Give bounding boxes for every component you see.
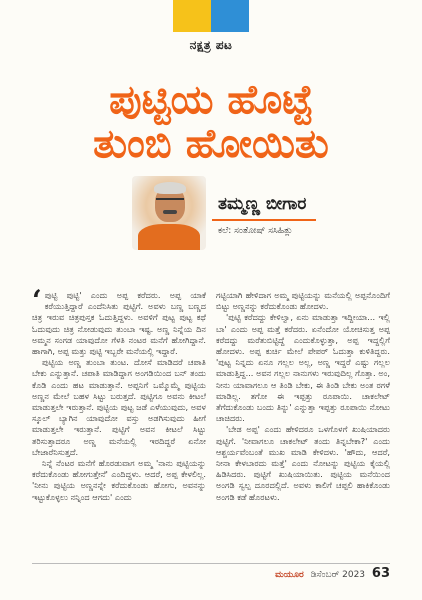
story-title-line-1: ಪುಟ್ಟಿಯ ಹೊಟ್ಟೆ <box>109 76 313 123</box>
body-column-right <box>216 290 390 503</box>
body-paragraph: ಪುಟ್ಟಿಯ ಅಣ್ಣ ತುಂಬಾ ತುಂಟ. ದೋಸೆ ಮಾಡಿದರೆ ಚಪಾತಿ ಬೇಕು ಎನ್ನುತ್ತಾನೆ. ಚಪಾತಿ ಮಾಡಿದ್ದಾಗ ಅಂಗಡಿಯಿಂದ ಬನ್ ತಂದು ಕೊಡಿ ಎಂದು ಹಟ ಮಾಡುತ್ತಾನೆ. ಅಪ್ಪನಿಗೆ ಒಮ್ಮೊಮ್ಮೆ ಪುಟ್ಟಿಯ ಅಣ್ಣನ ಮೇಲೆ ಬಹಳ ಸಿಟ್ಟು ಬರುತ್ತದೆ. ಪುಟ್ಟಿಗೂ ಅವನು ಕೀಟಲೆ ಮಾಡುತ್ತಲೇ ಇರುತ್ತಾನೆ. ಪುಟ್ಟಿಯ ಪುಟ್ಟ ಜಡೆ ಎಳೆಯುವುದು, ಅವಳ ಸ್ಕೂಲ್ ಬ್ಯಾಗಿನ ಯಾವುದೋ ವಸ್ತು ಅಡಗಿಸುವುದು ಹೀಗೆ ಮಾಡುತ್ತಲೇ ಇರುತ್ತಾನೆ. ಪುಟ್ಟಿಗೆ ಅವನ ಕೀಟಲೆ ಸಿಟ್ಟು ತರಿಸುತ್ತಾದರೂ ಅಣ್ಣ ಮನೆಯಲ್ಲಿ ಇರದಿದ್ದರೆ ಏನೋ ಬೇಜಾರೆನಿಸುತ್ತದೆ. <box>32 357 206 457</box>
body-paragraph: ಗಟ್ಟಿಯಾಗಿ ಹೇಳಿದಾಗ ಅಮ್ಮ ಪುಟ್ಟಿಯನ್ನು ಮನೆಯಲ್ಲಿ ಅಪ್ಪನೊಂದಿಗೆ ಬಿಟ್ಟು ಅಣ್ಣನನ್ನು ಕರೆದುಕೊಂಡು ಹೋದಳು. <box>216 290 390 312</box>
issue-date: ಡಿಸೆಂಬರ್ 2023 <box>310 570 366 580</box>
section-tag: ನಕ್ಷತ್ರ ಪಟ <box>189 38 233 52</box>
page-number: 63 <box>371 566 390 581</box>
story-title-line-2: ತುಂಬಿ ಹೋಯಿತು <box>93 120 329 167</box>
footer-divider <box>32 563 390 564</box>
body-paragraph: 'ಬೇಡ ಅಪ್ಪ' ಎಂದು ಹೇಳಿದರೂ ಒಳಗೊಳಗೆ ಖುಷಿಯಾದರು ಪುಟ್ಟಿಗೆ. 'ನೀವಾಗಲೂ ಚಾಕಲೇಟ್ ತಂದು ತಿನ್ನಬೇಕಾ?' ಎಂದು ಆಶ್ಚರ್ಯವೆಂಬಂತೆ ಮುಖ ಮಾಡಿ ಕೇಳಿದಳು. 'ಹೌದು, ಆದರೆ, ನೀನಾ ಕೇಳಬಾರದು ಮತ್ತೆ' ಎಂದು ನೋಟನ್ನು ಪುಟ್ಟಿಯ ಕೈಯಲ್ಲಿ ಹಿಡಿಸಿದರು. ಪುಟ್ಟಿಗೆ ಖುಷಿಯಾಯಿತು. ಪುಟ್ಟಿಯ ಮನೆಯಿಂದ ಅಂಗಡಿ ಸ್ವಲ್ಪ ದೂರದಲ್ಲಿದೆ. ಅವಳು ಕಾಲಿಗೆ ಚಪ್ಪಲಿ ಹಾಕಿಕೊಂಡು ಅಂಗಡಿ ಕಡೆ ಹೊರಟಳು. <box>216 424 390 502</box>
page-footer <box>275 566 390 581</box>
magazine-name: ಮಯೂರ <box>275 570 304 580</box>
drop-cap-quote: ‘ <box>32 284 42 317</box>
body-paragraph: ನಿನ್ನೆ ನೆಂಟರ ಮನೆಗೆ ಹೊರಡುವಾಗ ಅಮ್ಮ 'ನಾನು ಪುಟ್ಟಿಯನ್ನು ಕರೆದುಕೊಂಡು ಹೋಗುತ್ತೇನೆ' ಎಂದಿದ್ದಳು. ಆದರೆ, ಅಪ್ಪ ಕೇಳಲಿಲ್ಲ. 'ನೀನು ಪುಟ್ಟಿಯ ಅಣ್ಣನನ್ನೇ ಕರೆದುಕೊಂಡು ಹೋಗು, ಅವನನ್ನು ಇಟ್ಟುಕೊಳ್ಳಲು ನನ್ನಿಂದ ಆಗದು' ಎಂದು <box>32 458 206 502</box>
author-divider <box>212 219 316 221</box>
body-paragraph: 'ಪುಟ್ಟಿ ಕರೆದದ್ದು ಕೇಳಿಲ್ವಾ, ಏನು ಮಾಡುತ್ತಾ ಇದ್ದೀಯಾ... ಇಲ್ಲಿ ಬಾ' ಎಂದು ಅಪ್ಪ ಮತ್ತೆ ಕರೆದರು. ಏನೆಂದೋ ಯೋಚಿಸುತ್ತ ಅಪ್ಪ ಕರೆದದ್ದು ಮರೆತುಬಿಟ್ಟಿದ್ದೆ ಎಂದುಕೊಳ್ಳುತ್ತಾ, ಅಪ್ಪ ಇದ್ದಲ್ಲಿಗೆ ಹೋದಳು. ಅಪ್ಪ ಕುರ್ಚಿ ಮೇಲೆ ಪೇಪರ್ ಓದುತ್ತಾ ಕುಳಿತಿದ್ದರು. 'ಪುಟ್ಟ ನಿನ್ನದು ಏನೂ ಗಲ್ಲಲ ಅಲ್ಲ, ಅಣ್ಣ ಇದ್ದರೆ ಎಷ್ಟು ಗಲ್ಲಲ ಮಾಡುತ್ತಿದ್ದ... ಅವನ ಗಲ್ಲಲ ನಾನುಗಳು ಇರುವುದಿಲ್ಲ ಗೊತ್ತಾ. ಅಂ, ನೀನು ಯಾವಾಗಲೂ ಆ ತಿಂಡಿ ಬೇಕು, ಈ ತಿಂಡಿ ಬೇಕು ಅಂತ ರಗಳೆ ಮಾಡಿಲ್ಲ. ತಗೋ ಈ ಇಪ್ಪತ್ತು ರೂಪಾಯಿ. ಚಾಕಲೇಟ್ ತೆಗೆದುಕೊಂಡು ಬಂದು ತಿನ್ನು' ಎನ್ನುತ್ತಾ ಇಪ್ಪತ್ತು ರೂಪಾಯಿ ನೋಟು ಚಾಚಿದರು. <box>216 312 390 424</box>
body-paragraph: ‘ ಪುಟ್ಟಿ ಪುಟ್ಟಿ' ಎಂದು ಅಪ್ಪ ಕರೆದರು. ಅಪ್ಪ ಯಾಕೆ ಕರೆಯುತ್ತಿದ್ದಾರೆ ಎಂದೆನಿಸಿತು ಪುಟ್ಟಿಗೆ. ಅವಳು ಬಣ್ಣ ಬಣ್ಣದ ಚಿತ್ರ ಇರುವ ಚಿತ್ರಪುಸ್ತಕ ಓದುತ್ತಿದ್ದಳು. ಅವಳಿಗೆ ಪುಟ್ಟ ಪುಟ್ಟ ಕಥೆ ಓದುವುದು ಚಿತ್ರ ನೋಡುವುದು ತುಂಬಾ ಇಷ್ಟ. ಅಣ್ಣ ನಿನ್ನೆಯ ದಿನ ಅಮ್ಮನ ಸಂಗಡ ಯಾವುದೋ ಗೆಳತಿ ನಂಟರ ಮನೆಗೆ ಹೋಗಿದ್ದಾನೆ. ಹಾಗಾಗಿ, ಅಪ್ಪ ಮತ್ತು ಪುಟ್ಟಿ ಇಬ್ಬರೇ ಮನೆಯಲ್ಲಿ ಇದ್ದಾರೆ. <box>32 284 206 357</box>
illustration-credit: ಕಲೆ: ಸಂತೋಷ್ ಸಸಿಹಿತ್ಲು <box>218 226 293 236</box>
section-color-yellow <box>173 0 211 32</box>
body-column-left <box>32 284 206 503</box>
section-color-blue <box>211 0 249 32</box>
author-name: ತಮ್ಮಣ್ಣ ಬೀಗಾರ <box>218 194 307 214</box>
author-photo <box>132 176 206 250</box>
